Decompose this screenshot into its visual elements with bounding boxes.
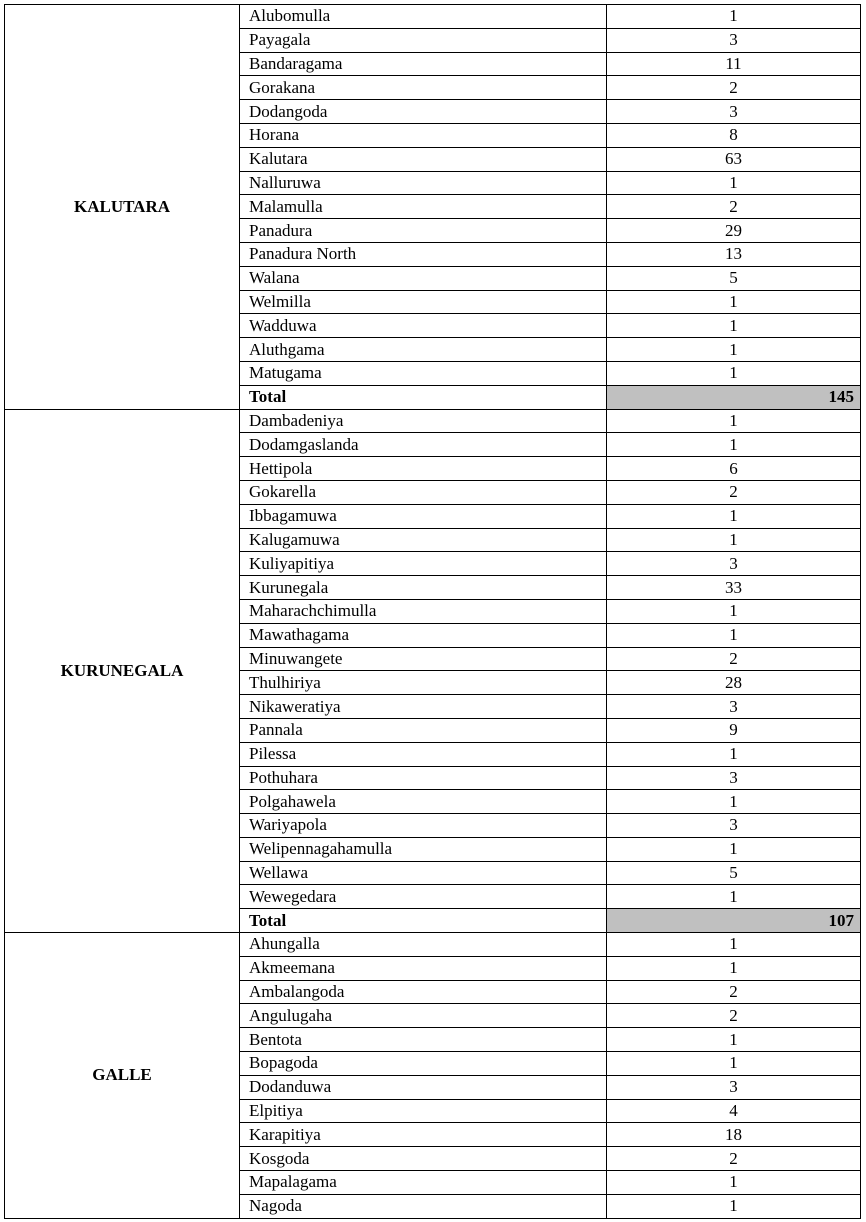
location-count: 1 — [607, 599, 861, 623]
location-name: Bandaragama — [240, 52, 607, 76]
location-count: 29 — [607, 219, 861, 243]
table-row — [5, 5, 861, 29]
district-name: GALLE — [5, 933, 240, 1219]
location-name: Nalluruwa — [240, 171, 607, 195]
location-name: Dodangoda — [240, 100, 607, 124]
location-count: 6 — [607, 457, 861, 481]
location-name: Thulhiriya — [240, 671, 607, 695]
location-count: 5 — [607, 861, 861, 885]
location-count: 1 — [607, 1194, 861, 1218]
location-count: 2 — [607, 1004, 861, 1028]
location-name: Matugama — [240, 361, 607, 385]
location-count: 3 — [607, 552, 861, 576]
location-name: Mapalagama — [240, 1171, 607, 1195]
district-name: KALUTARA — [5, 5, 240, 410]
location-name: Wariyapola — [240, 814, 607, 838]
location-name: Welipennagahamulla — [240, 837, 607, 861]
location-count: 1 — [607, 528, 861, 552]
location-count: 9 — [607, 718, 861, 742]
location-name: Bentota — [240, 1028, 607, 1052]
location-count: 1 — [607, 433, 861, 457]
location-count: 63 — [607, 147, 861, 171]
total-value: 107 — [607, 909, 861, 933]
location-count: 18 — [607, 1123, 861, 1147]
location-count: 1 — [607, 1171, 861, 1195]
location-count: 1 — [607, 956, 861, 980]
location-count: 2 — [607, 195, 861, 219]
location-count: 1 — [607, 623, 861, 647]
location-count: 1 — [607, 314, 861, 338]
location-count: 1 — [607, 171, 861, 195]
location-count: 28 — [607, 671, 861, 695]
location-name: Dambadeniya — [240, 409, 607, 433]
location-name: Pannala — [240, 718, 607, 742]
district-count-table — [4, 4, 861, 1219]
location-count: 1 — [607, 1028, 861, 1052]
location-count: 3 — [607, 1075, 861, 1099]
location-name: Kalugamuwa — [240, 528, 607, 552]
location-name: Wellawa — [240, 861, 607, 885]
location-name: Mawathagama — [240, 623, 607, 647]
location-count: 2 — [607, 76, 861, 100]
location-count: 3 — [607, 814, 861, 838]
location-name: Alubomulla — [240, 5, 607, 29]
location-count: 1 — [607, 742, 861, 766]
total-label: Total — [240, 385, 607, 409]
location-count: 2 — [607, 480, 861, 504]
location-name: Panadura — [240, 219, 607, 243]
location-name: Maharachchimulla — [240, 599, 607, 623]
location-name: Kuliyapitiya — [240, 552, 607, 576]
location-name: Walana — [240, 266, 607, 290]
location-count: 3 — [607, 766, 861, 790]
location-name: Wewegedara — [240, 885, 607, 909]
table-row — [5, 933, 861, 957]
location-name: Pilessa — [240, 742, 607, 766]
location-count: 3 — [607, 28, 861, 52]
location-count: 2 — [607, 980, 861, 1004]
location-count: 1 — [607, 837, 861, 861]
location-count: 2 — [607, 647, 861, 671]
location-name: Gokarella — [240, 480, 607, 504]
location-name: Ambalangoda — [240, 980, 607, 1004]
location-count: 33 — [607, 576, 861, 600]
location-count: 1 — [607, 790, 861, 814]
location-count: 1 — [607, 1052, 861, 1076]
location-name: Dodanduwa — [240, 1075, 607, 1099]
location-count: 3 — [607, 100, 861, 124]
location-count: 13 — [607, 242, 861, 266]
location-count: 1 — [607, 504, 861, 528]
location-name: Ahungalla — [240, 933, 607, 957]
district-name: KURUNEGALA — [5, 409, 240, 933]
location-name: Karapitiya — [240, 1123, 607, 1147]
location-count: 1 — [607, 5, 861, 29]
location-name: Dodamgaslanda — [240, 433, 607, 457]
location-name: Kurunegala — [240, 576, 607, 600]
location-count: 2 — [607, 1147, 861, 1171]
location-name: Panadura North — [240, 242, 607, 266]
location-name: Angulugaha — [240, 1004, 607, 1028]
location-name: Wadduwa — [240, 314, 607, 338]
location-name: Akmeemana — [240, 956, 607, 980]
location-name: Malamulla — [240, 195, 607, 219]
location-name: Kosgoda — [240, 1147, 607, 1171]
location-count: 8 — [607, 123, 861, 147]
location-count: 1 — [607, 290, 861, 314]
location-name: Elpitiya — [240, 1099, 607, 1123]
location-count: 5 — [607, 266, 861, 290]
location-name: Kalutara — [240, 147, 607, 171]
total-label: Total — [240, 909, 607, 933]
table-row — [5, 409, 861, 433]
location-name: Polgahawela — [240, 790, 607, 814]
location-name: Ibbagamuwa — [240, 504, 607, 528]
location-name: Gorakana — [240, 76, 607, 100]
location-count: 1 — [607, 361, 861, 385]
location-name: Pothuhara — [240, 766, 607, 790]
location-name: Minuwangete — [240, 647, 607, 671]
location-count: 1 — [607, 933, 861, 957]
location-count: 1 — [607, 338, 861, 362]
location-name: Hettipola — [240, 457, 607, 481]
location-count: 3 — [607, 695, 861, 719]
location-count: 1 — [607, 409, 861, 433]
total-value: 145 — [607, 385, 861, 409]
location-name: Nagoda — [240, 1194, 607, 1218]
location-name: Nikaweratiya — [240, 695, 607, 719]
location-name: Horana — [240, 123, 607, 147]
location-count: 1 — [607, 885, 861, 909]
location-count: 11 — [607, 52, 861, 76]
location-name: Bopagoda — [240, 1052, 607, 1076]
location-name: Payagala — [240, 28, 607, 52]
location-name: Welmilla — [240, 290, 607, 314]
location-count: 4 — [607, 1099, 861, 1123]
location-name: Aluthgama — [240, 338, 607, 362]
